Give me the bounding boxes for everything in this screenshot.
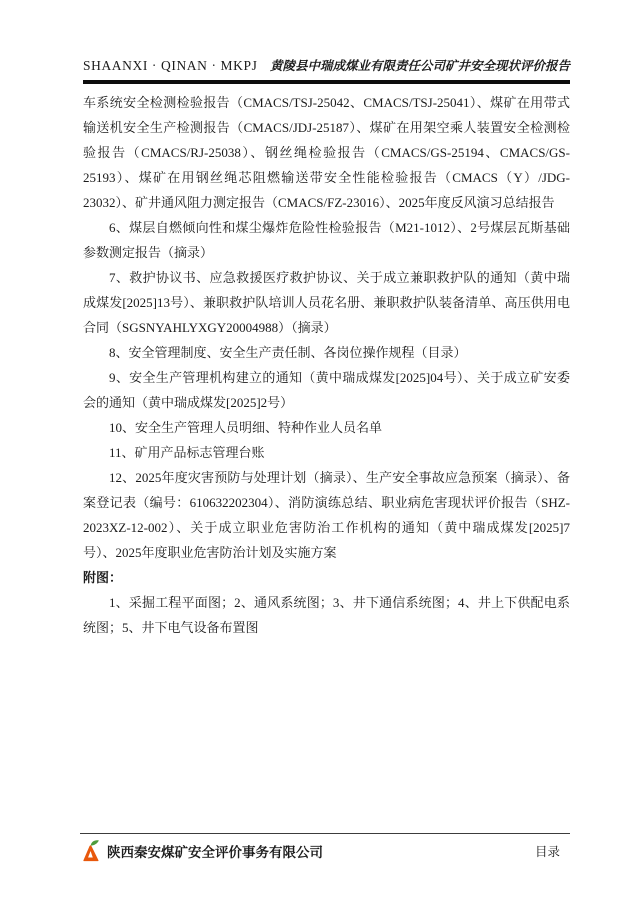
- footer-company-block: [80, 839, 323, 862]
- body-paragraph: 11、矿用产品标志管理台账: [109, 445, 265, 460]
- document-body: [83, 90, 570, 640]
- page-footer: [80, 833, 570, 862]
- body-paragraph: 10、安全生产管理人员明细、特种作业人员名单: [109, 420, 383, 435]
- body-paragraph: 1、采掘工程平面图；2、通风系统图；3、井下通信系统图；4、井上下供配电系统图；5、井下电气设备布置图: [83, 595, 570, 635]
- body-paragraph: 9、安全生产管理机构建立的通知（黄中瑞成煤发[2025]04号）、关于成立矿安委会的通知（黄中瑞成煤发[2025]2号）: [83, 370, 570, 410]
- body-paragraph: 6、煤层自燃倾向性和煤尘爆炸危险性检验报告（M21-1012）、2号煤层瓦斯基础参数测定报告（摘录）: [83, 220, 570, 260]
- body-paragraph: 7、救护协议书、应急救援医疗救护协议、关于成立兼职救护队的通知（黄中瑞成煤发[2025]13号）、兼职救护队培训人员花名册、兼职救护队装备清单、高压供用电合同（SGSNYAHLYXGY20004988）（摘录）: [83, 270, 570, 335]
- header-left-text: SHAANXI · QINAN · MKPJ: [83, 58, 258, 73]
- footer-page-label: 目录: [534, 844, 560, 859]
- body-paragraph: 12、2025年度灾害预防与处理计划（摘录）、生产安全事故应急预案（摘录）、备案登记表（编号：610632202304）、消防演练总结、职业病危害现状评价报告（SHZ-2023XZ-12-002）、关于成立职业危害防治工作机构的通知（黄中瑞成煤发[2025]7号）、2025年度职业危害防治计划及实施方案: [83, 470, 570, 560]
- page-header: [83, 56, 570, 84]
- body-paragraph: 8、安全管理制度、安全生产责任制、各岗位操作规程（目录）: [109, 345, 467, 360]
- footer-company-name: 陕西秦安煤矿安全评价事务有限公司: [107, 844, 323, 860]
- header-right-title: 黄陵县中瑞成煤业有限责任公司矿井安全现状评价报告: [269, 59, 570, 73]
- body-paragraph: 附图：: [83, 570, 123, 585]
- company-logo-icon: [80, 839, 101, 862]
- body-paragraph: 车系统安全检测检验报告（CMACS/TSJ-25042、CMACS/TSJ-25041）、煤矿在用带式输送机安全生产检测报告（CMACS/JDJ-25187）、煤矿在用架空乘人装置安全检测检验报告（CMACS/RJ-25038）、钢丝绳检验报告（CMACS/GS-25194、CMACS/GS-25193）、煤矿在用钢丝绳芯阻燃输送带安全性能检验报告（CMACS（Y）/JDG-23032）、矿井通风阻力测定报告（CMACS/FZ-23016）、2025年度反风演习总结报告: [83, 95, 570, 210]
